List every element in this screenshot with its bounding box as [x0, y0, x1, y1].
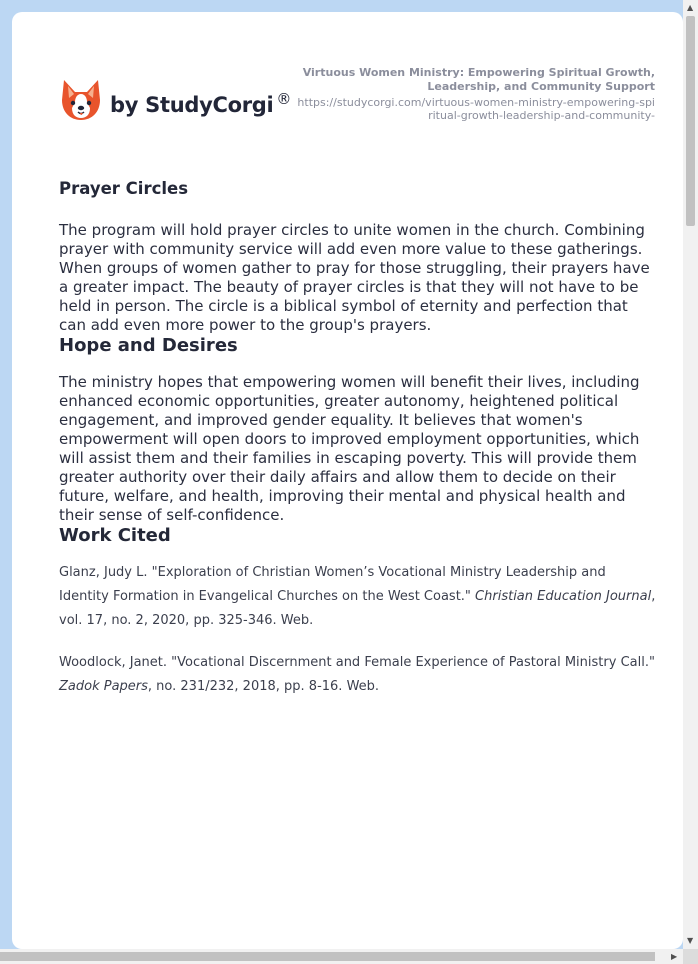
citation-woodlock-journal: Zadok Papers [59, 679, 148, 694]
vertical-scrollbar-thumb[interactable] [686, 16, 695, 226]
section-heading-works-cited: Work Cited [59, 525, 171, 546]
citation-woodlock-text: Woodlock, Janet. "Vocational Discernment and Female Experience of Pastoral Ministry Call." [59, 655, 655, 670]
paragraph-hope-desires: The ministry hopes that empowering women will benefit their lives, including enhanced economic opportunities, greater autonomy, heightened political engagement, and improved gender equality. It believes that women's empowerment will open doors to improved employment opportunities, which will assist them and their families in escaping poverty. This will provide them greater authority over their daily affairs and allow them to decide on their future, welfare, and health, improving their mental and physical health and their sense of self-confidence. [59, 373, 640, 524]
corgi-head-icon [60, 78, 102, 122]
citation-glanz-journal: Christian Education Journal [475, 589, 652, 604]
document-content [59, 178, 659, 699]
scroll-right-icon[interactable]: ▶ [671, 952, 678, 961]
registered-mark: ® [276, 89, 292, 108]
brand-name [110, 90, 291, 117]
studycorgi-logo[interactable] [60, 78, 291, 122]
paragraph-prayer-circles: The program will hold prayer circles to unite women in the church. Combining prayer with community service will add even more value to these gatherings. When groups of women gather to pray for those struggling, their prayers have a greater impact. The beauty of prayer circles is that they will not have to be held in person. The circle is a biblical symbol of eternity and perfection that can add even more power to the group's prayers. [59, 221, 650, 334]
document-page [12, 12, 683, 949]
citation-glanz [59, 561, 659, 633]
vertical-scrollbar[interactable] [683, 0, 698, 949]
citation-woodlock [59, 651, 659, 699]
scroll-down-icon[interactable]: ▼ [687, 936, 694, 945]
scrollbar-corner [683, 949, 698, 964]
document-title: Virtuous Women Ministry: Empowering Spiritual Growth, Leadership, and Community Support [302, 66, 655, 93]
citation-glanz-text: Glanz, Judy L. "Exploration of Christian Women’s Vocational Ministry Leadership and Identity Formation in Evangelical Churches on the West Coast." [59, 565, 606, 604]
section-heading-prayer-circles: Prayer Circles [59, 179, 189, 198]
citation-woodlock-details: , no. 231/232, 2018, pp. 8-16. Web. [147, 679, 380, 694]
citation-glanz-details: , vol. 17, no. 2, 2020, pp. 325-346. Web. [59, 589, 656, 628]
scroll-up-icon[interactable]: ▲ [687, 3, 694, 12]
document-header-meta [295, 66, 655, 122]
section-heading-hope-desires: Hope and Desires [59, 335, 238, 356]
document-url[interactable]: https://studycorgi.com/virtuous-women-ministry-empowering-spiritual-growth-leadership-and-community- [297, 96, 655, 122]
horizontal-scrollbar-thumb[interactable] [0, 952, 655, 961]
horizontal-scrollbar[interactable] [0, 949, 683, 964]
brand-name-text: by StudyCorgi [110, 92, 274, 117]
